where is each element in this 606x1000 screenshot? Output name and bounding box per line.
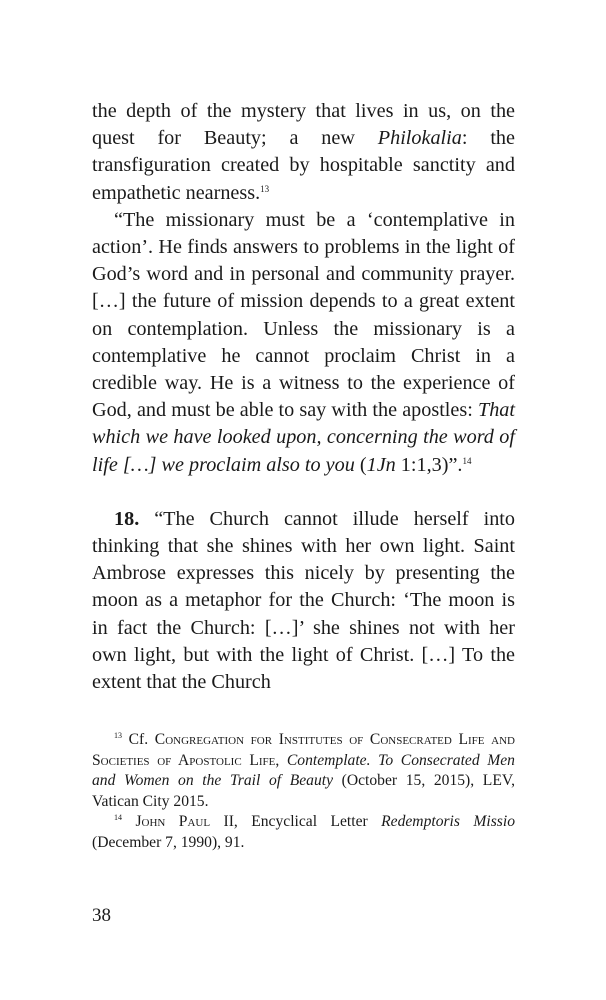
text-run: : the transfiguration created by hospitable sanctity and empathetic nearness. [92,127,515,204]
footnote-number: 14 [114,813,122,823]
text-run: ( [354,453,367,476]
footnotes [92,730,515,853]
italic-quote: That which we have looked upon, concerning the word of life […] we proclaim also to you [92,399,515,476]
footnote-14 [92,812,515,853]
footnote-13 [92,730,515,812]
text-run: (December 7, 1990), 91. [92,833,245,851]
paragraph-continuation [92,98,515,207]
author-smallcaps: John Paul II [122,813,234,831]
italic-title: Contemplate. To Consecrated Men and Women on the Trail of Beauty [92,751,515,790]
text-run: the depth of the mystery that lives in us, on the quest for Beauty; a new [92,100,515,150]
page-number: 38 [92,905,111,926]
text-run: , Encyclical Letter [233,813,382,831]
italic-term: Philokalia [377,127,462,150]
italic-title: Redemptoris Missio [381,813,515,831]
section-number: 18. [114,507,140,530]
author-smallcaps: Congregation for Institutes of Consecrated Life and Societies of Apostolic Life [92,731,515,769]
footnote-ref-14[interactable]: 14 [462,455,472,466]
text-run: , [275,751,287,769]
text-run: 1:1,3)”. [395,453,463,476]
text-run: Cf. [122,731,155,749]
paragraph-quote [92,207,515,479]
page-body [92,98,515,853]
text-run: “The Church cannot illude herself into thinking that she shines with her own light. Saint Ambrose expresses this nicely by presenting the moon as a metaphor for the Church: ‘The moon is in fact the Church: […]’ she shines not with her own light, but with the light of Christ. […] To the extent that the Church [92,507,515,694]
text-run: “The missionary must be a ‘contemplative in action’. He finds answers to problems in the light of God’s word and in personal and community prayer. […] the future of mission depends to a great extent on contemplation. Unless the missionary is a contemplative he cannot proclaim Christ in a credible way. He is a witness to the experience of God, and must be able to say with the apostles: [92,208,515,422]
main-text [92,98,515,696]
paragraph-section-18 [92,506,515,696]
footnote-ref-13[interactable]: 13 [260,183,270,194]
footnote-number: 13 [114,731,122,741]
italic-reference: 1Jn [366,453,396,476]
text-run: (October 15, 2015), LEV, Vatican City 2015. [92,772,515,810]
